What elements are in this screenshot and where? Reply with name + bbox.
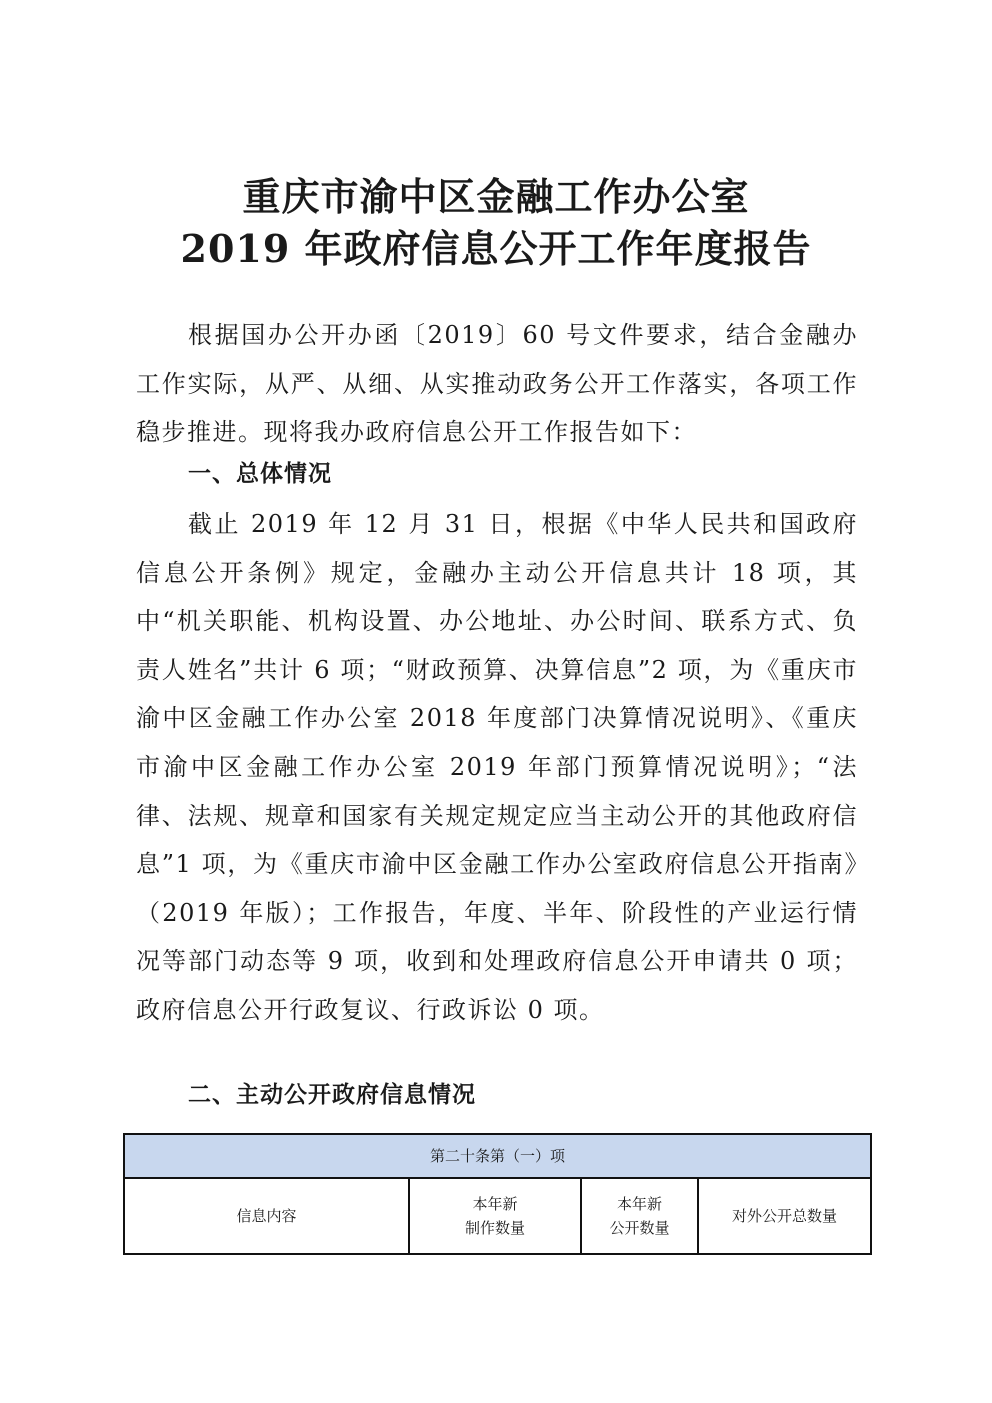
document-title-line2: 2019 年政府信息公开工作年度报告 [180, 226, 812, 271]
disclosure-table [123, 1133, 872, 1255]
intro-paragraph: 根据国办公开办函〔2019〕60 号文件要求，结合金融办工作实际，从严、从细、从实推动政务公开工作落实，各项工作稳步推进。现将我办政府信息公开工作报告如下： [136, 321, 858, 447]
table-header-cell: 第二十条第（一）项 [124, 1134, 871, 1178]
overview-paragraph: 截止 2019 年 12 月 31 日，根据《中华人民共和国政府信息公开条例》规定，金融办主动公开信息共计 18 项，其中“机关职能、机构设置、办公地址、办公时间、联系方式、负责人姓名”共计 6 项；“财政预算、决算信息”2 项，为《重庆市渝中区金融工作办公室 2018 年度部门决算情况说明》、《重庆市渝中区金融工作办公室 2019 年部门预算情况说明》；“法律、法规、规章和国家有关规定规定应当主动公开的其他政府信息”1 项，为《重庆市渝中区金融工作办公室政府信息公开指南》（2019 年版）；工作报告，年度、半年、阶段性的产业运行情况等部门动态等 9 项，收到和处理政府信息公开申请共 0 项；政府信息公开行政复议、行政诉讼 0 项。 [136, 510, 858, 1024]
column-header-new-produced [409, 1178, 581, 1254]
section-heading-overview: 一、总体情况 [188, 461, 332, 487]
column-label: 本年新 公开数量 [609, 1195, 670, 1237]
section-heading-proactive-disclosure: 二、主动公开政府信息情况 [188, 1082, 476, 1108]
column-header-total-published [698, 1178, 871, 1254]
table-header-row [124, 1134, 871, 1178]
document-title-line1: 重庆市渝中区金融工作办公室 [242, 174, 750, 219]
column-header-new-published [581, 1178, 698, 1254]
column-label: 信息内容 [236, 1207, 297, 1225]
column-header-info-content [124, 1178, 409, 1254]
column-label: 对外公开总数量 [732, 1207, 838, 1225]
table-columns-row [124, 1178, 871, 1254]
column-label: 本年新 制作数量 [464, 1195, 525, 1237]
